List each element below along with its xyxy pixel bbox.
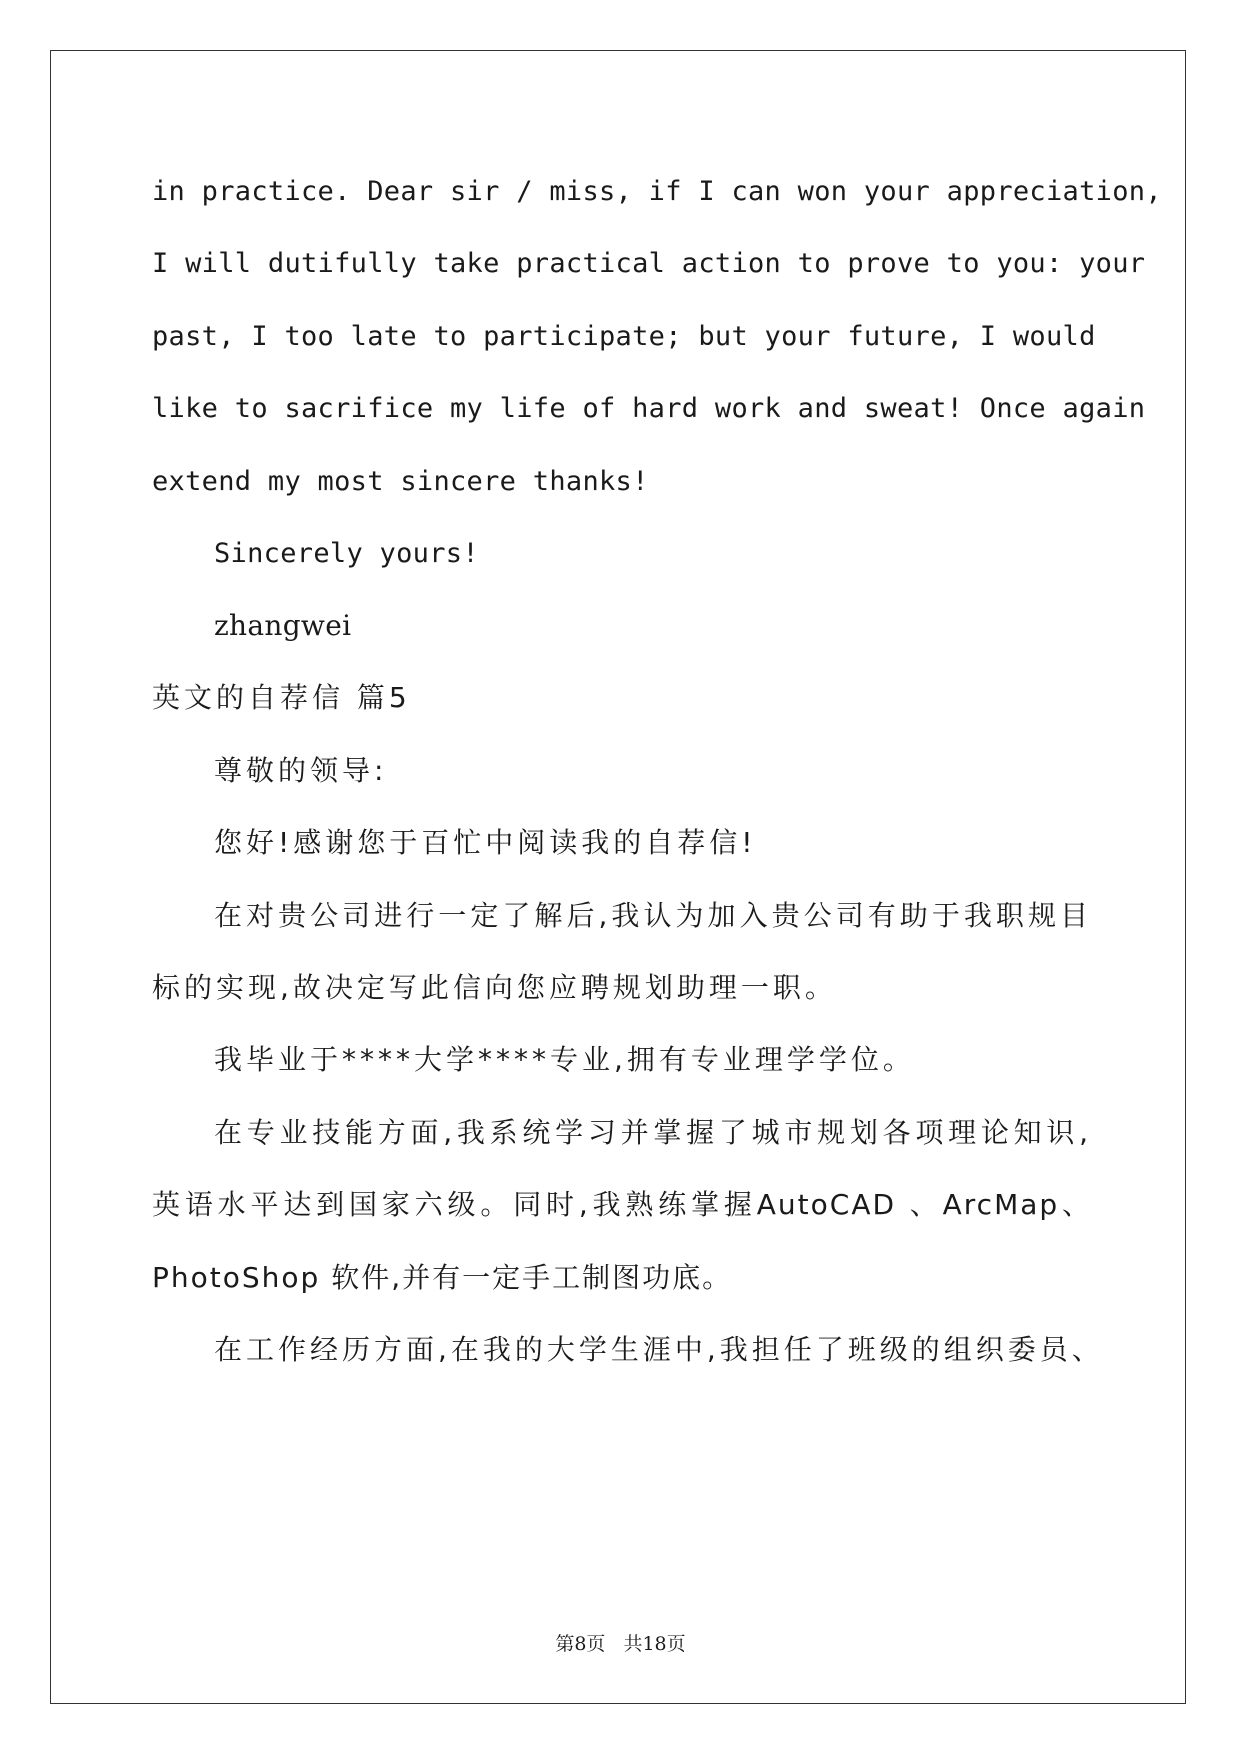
body-line: 在工作经历方面,在我的大学生涯中,我担任了班级的组织委员、 [214,1333,1104,1366]
body-line: 在专业技能方面,我系统学习并掌握了城市规划各项理论知识, [214,1116,1092,1149]
signature-name: zhangwei [214,609,352,642]
body-line: in practice. Dear sir / miss, if I can won your appreciation, [152,176,1162,207]
greeting: 尊敬的领导: [214,754,388,787]
page-footer [0,1632,1241,1656]
body-line: 英语水平达到国家六级。同时,我熟练掌握AutoCAD 、ArcMap、 [152,1188,1092,1221]
body-line: like to sacrifice my life of hard work and sweat! Once again [152,393,1146,424]
page-number: 第8页 [555,1633,606,1655]
body-line: 您好!感谢您于百忙中阅读我的自荐信! [214,826,757,859]
section-heading: 英文的自荐信 篇5 [152,681,411,714]
body-line: I will dutifully take practical action to prove to you: your [152,248,1146,279]
body-line: PhotoShop 软件,并有一定手工制图功底。 [152,1261,733,1294]
body-line: 我毕业于****大学****专业,拥有专业理学学位。 [214,1043,915,1076]
body-line: past, I too late to participate; but your future, I would [152,321,1096,352]
body-line: extend my most sincere thanks! [152,466,649,497]
body-line: 标的实现,故决定写此信向您应聘规划助理一职。 [152,971,837,1004]
page-total: 共18页 [623,1633,686,1655]
body-line: 在对贵公司进行一定了解后,我认为加入贵公司有助于我职规目 [214,899,1092,932]
page-border [50,50,1186,1704]
closing-salutation: Sincerely yours! [214,538,479,569]
